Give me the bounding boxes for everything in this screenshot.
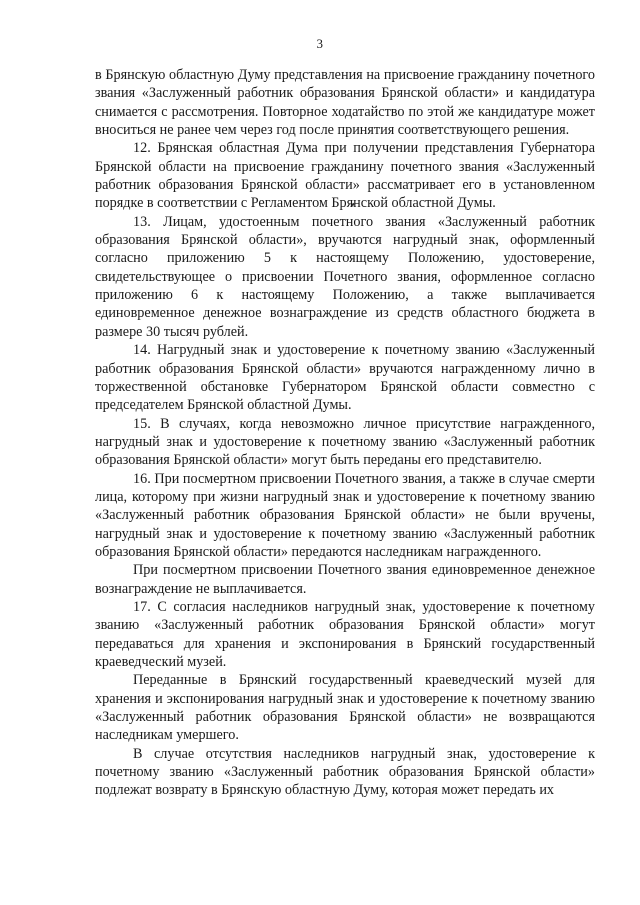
paragraph-item-16-posthumous: При посмертном присвоении Почетного звания единовременное денежное вознаграждение не выплачивается. — [95, 562, 595, 597]
paragraph-item-12: 12. Брянская областная Дума при получении представления Губернатора Брянской области на присвоение гражданину почетного звания «Заслуженный работник образования Брянской области» рассматривает его в установленном порядке в соответствии с Регламентом Брянской областной Думы. — [95, 140, 595, 212]
document-body — [95, 66, 595, 800]
paragraph-continuation: в Брянскую областную Думу представления на присвоение гражданину почетного звания «Заслуженный работник образования Брянской области» и кандидатура снимается с рассмотрения. Повторное ходатайство по этой же кандидатуре может вноситься не ранее чем через год после принятия соответствующего решения. — [95, 67, 595, 139]
page-number: 3 — [316, 36, 324, 51]
paragraph-item-17-no-heirs: В случае отсутствия наследников нагрудный знак, удостоверение к почетному званию «Заслуженный работник образования Брянской области» подлежат возврату в Брянскую областную Думу, которая может передать их — [95, 745, 595, 799]
paragraph-item-13: 13. Лицам, удостоенным почетного звания «Заслуженный работник образования Брянской области», вручаются нагрудный знак, оформленный согласно приложению 5 к настоящему Положению, удостоверение, свидетельствующее о присвоении Почетного звания, оформленное согласно приложению 6 к настоящему Положению, а также выплачивается единовременное денежное вознаграждение из средств областного бюджета в размере 30 тысяч рублей. — [95, 213, 595, 340]
paragraph-item-17-museum: Переданные в Брянский государственный краеведческий музей для хранения и экспонирования нагрудный знак и удостоверение к почетному званию «Заслуженный работник образования Брянской области» не возвращаются наследникам умершего. — [95, 672, 595, 744]
paragraph-item-14: 14. Нагрудный знак и удостоверение к почетному званию «Заслуженный работник образования Брянской области» вручаются награжденному лично в торжественной обстановке Губернатором Брянской области совместно с председателем Брянской областной Думы. — [95, 342, 595, 414]
paragraph-item-15: 15. В случаях, когда невозможно личное присутствие награжденного, нагрудный знак и удостоверение к почетному званию «Заслуженный работник образования Брянской области» могут быть переданы его представителю. — [95, 415, 595, 469]
paragraph-item-16: 16. При посмертном присвоении Почетного звания, а также в случае смерти лица, которому при жизни нагрудный знак и удостоверение к почетному званию «Заслуженный работник образования Брянской области» не были вручены, нагрудный знак и удостоверение к почетному званию «Заслуженный работник образования Брянской области» передаются наследникам награжденного. — [95, 470, 595, 560]
paragraph-item-17: 17. С согласия наследников нагрудный знак, удостоверение к почетному званию «Заслуженный работник образования Брянской области» могут передаваться для хранения и экспонирования в Брянский государственный краеведческий музей. — [95, 598, 595, 670]
